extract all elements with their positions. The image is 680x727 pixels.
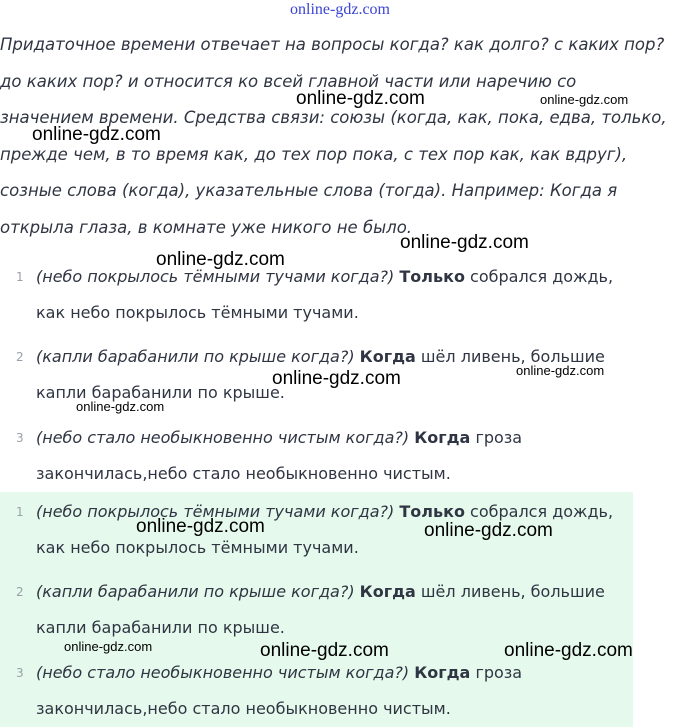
watermark: online-gdz.com <box>64 639 153 654</box>
answer-a1-keyword: Только <box>399 267 465 286</box>
answer-a2-keyword: Когда <box>359 347 416 366</box>
answer-b3-number: 3 <box>16 666 24 680</box>
watermark: online-gdz.com <box>516 363 605 378</box>
watermark: online-gdz.com <box>260 640 389 661</box>
answer-b2-question: (капли барабанили по крыше когда?) <box>36 582 355 601</box>
watermark: online-gdz.com <box>504 640 633 661</box>
answer-b2-number: 2 <box>16 585 24 599</box>
answer-b1-keyword: Только <box>399 502 465 521</box>
answer-a2-number: 2 <box>16 350 24 364</box>
answer-a1-question: (небо покрылось тёмными тучами когда?) <box>36 267 395 286</box>
watermark: online-gdz.com <box>540 92 629 107</box>
site-logo[interactable]: online-gdz.com <box>290 1 390 18</box>
intro-paragraph: Придаточное времени отвечает на вопросы когда? как долго? с каких пор? до каких пор? и относится ко всей главной части или наречию со значением времени. Средства связи: союзы (когда, как, пока, едва, только, прежде чем, в то время как, до тех пор пока, с тех пор как, как вдруг), созные слова (когда), указательные слова (тогда). Например: Когда я открыла глаза, в комнате уже никого не было. <box>0 35 667 237</box>
answer-b2 <box>36 574 636 646</box>
watermark: online-gdz.com <box>76 399 165 414</box>
answer-b3-text: гроза закончилась,небо стало необыкновенно чистым. <box>36 663 523 718</box>
watermark: online-gdz.com <box>400 232 529 253</box>
answer-a1-text: собрался дождь, как небо покрылось тёмными тучами. <box>36 267 614 322</box>
watermark: online-gdz.com <box>136 516 265 537</box>
answer-a1-number: 1 <box>16 270 24 284</box>
answer-a3 <box>36 420 636 492</box>
answer-b1-question: (небо покрылось тёмными тучами когда?) <box>36 502 395 521</box>
answer-b3-keyword: Когда <box>414 663 471 682</box>
watermark: online-gdz.com <box>156 249 285 270</box>
answer-a2-question: (капли барабанили по крыше когда?) <box>36 347 355 366</box>
answer-a3-question: (небо стало необыкновенно чистым когда?) <box>36 428 410 447</box>
answer-a3-text: гроза закончилась,небо стало необыкновенно чистым. <box>36 428 523 483</box>
answer-b2-keyword: Когда <box>359 582 416 601</box>
answer-a1 <box>36 259 636 331</box>
answer-b3 <box>36 655 636 727</box>
answer-b1-text: собрался дождь, как небо покрылось тёмными тучами. <box>36 502 614 557</box>
answer-b1-number: 1 <box>16 505 24 519</box>
answer-b3-question: (небо стало необыкновенно чистым когда?) <box>36 663 410 682</box>
answer-a2-text: шёл ливень, большие капли барабанили по крыше. <box>36 347 605 402</box>
watermark: online-gdz.com <box>32 124 161 145</box>
watermark: online-gdz.com <box>296 88 425 109</box>
answer-b2-text: шёл ливень, большие капли барабанили по крыше. <box>36 582 605 637</box>
watermark: online-gdz.com <box>424 520 553 541</box>
watermark: online-gdz.com <box>272 368 401 389</box>
answer-a3-number: 3 <box>16 431 24 445</box>
answer-a3-keyword: Когда <box>414 428 471 447</box>
